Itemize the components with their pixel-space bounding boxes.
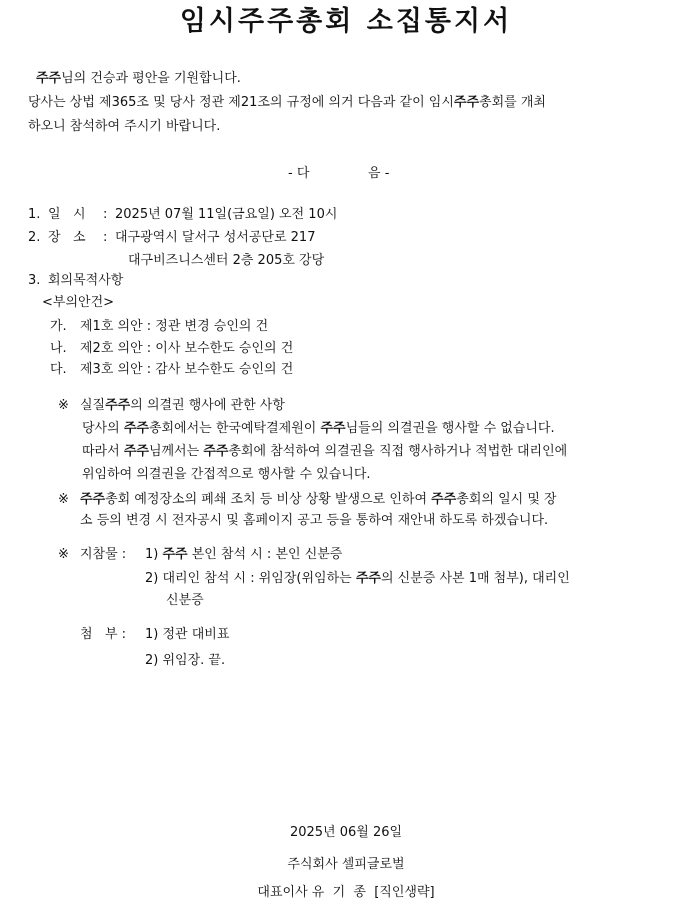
- item-date-sep: :: [103, 207, 108, 222]
- agenda-item-3: 제3호 의안 : 감사 보수한도 승인의 건: [80, 362, 294, 377]
- item-place-value: 대구광역시 달서구 성서공단로 217: [115, 230, 316, 245]
- item-date-number: 1.: [28, 207, 41, 222]
- item-agenda-number: 3.: [28, 273, 41, 288]
- company-name: 주식회사 셀피글로벌: [287, 857, 405, 872]
- note-3-mark: ※: [58, 547, 69, 562]
- agenda-item-2: 제2호 의안 : 이사 보수한도 승인의 건: [80, 341, 294, 356]
- document-title: 임시주주총회 소집통지서: [179, 6, 513, 37]
- note-1-line-3: 위임하여 의결권을 간접적으로 행사할 수 있습니다.: [82, 467, 371, 482]
- item-date-value: 2025년 07월 11일(금요일) 오전 10시: [115, 207, 338, 222]
- item-place-sep: :: [103, 230, 108, 245]
- agenda-item-3-marker: 다.: [50, 362, 67, 377]
- section-heading-da: - 다: [288, 166, 310, 181]
- attachment-2: 2) 위임장. 끝.: [145, 653, 226, 668]
- agenda-item-1: 제1호 의안 : 정관 변경 승인의 건: [80, 319, 269, 334]
- issue-date: 2025년 06월 26일: [289, 825, 403, 840]
- item-place-label: 장 소: [48, 230, 86, 245]
- ceo-signature-line: 대표이사 유 기 종 [직인생략]: [257, 885, 435, 900]
- items-to-bring-1: 1) 주주 본인 참석 시 : 본인 신분증: [145, 547, 343, 562]
- note-1-title: 실질주주의 의결권 행사에 관한 사항: [80, 398, 285, 413]
- attachment-1: 1) 정관 대비표: [145, 627, 230, 642]
- attachments-label: 첨 부 :: [80, 627, 127, 642]
- items-to-bring-2-line-2: 신분증: [166, 593, 204, 608]
- agenda-item-2-marker: 나.: [50, 341, 67, 356]
- note-2-line-1: 주주총회 예정장소의 폐쇄 조치 등 비상 상황 발생으로 인하여 주주총회의 일시 및 장: [80, 492, 557, 507]
- note-1-mark: ※: [58, 398, 69, 413]
- note-2-mark: ※: [58, 492, 69, 507]
- intro-line-1: 주주님의 건승과 평안을 기원합니다.: [36, 71, 241, 86]
- item-place-value-2: 대구비즈니스센터 2층 205호 강당: [128, 253, 325, 268]
- agenda-item-1-marker: 가.: [50, 319, 67, 334]
- note-1-line-1: 당사의 주주총회에서는 한국예탁결제원이 주주님들의 의결권을 행사할 수 없습니다.: [82, 421, 555, 436]
- intro-line-3: 하오니 참석하여 주시기 바랍니다.: [28, 119, 221, 134]
- note-2-line-2: 소 등의 변경 시 전자공시 및 홈페이지 공고 등을 통하여 재안내 하도록 하겠습니다.: [80, 513, 549, 528]
- agenda-sub-heading: <부의안건>: [42, 295, 115, 310]
- items-to-bring-2-line-1: 2) 대리인 참석 시 : 위임장(위임하는 주주의 신분증 사본 1매 첨부), 대리인: [145, 571, 570, 586]
- item-date-label: 일 시: [48, 207, 86, 222]
- intro-line-2: 당사는 상법 제365조 및 당사 정관 제21조의 규정에 의거 다음과 같이 임시주주총회를 개최: [28, 95, 546, 110]
- item-agenda-label: 회의목적사항: [48, 273, 124, 288]
- note-1-line-2: 따라서 주주님께서는 주주총회에 참석하여 의결권을 직접 행사하거나 적법한 대리인에: [82, 444, 568, 459]
- item-place-number: 2.: [28, 230, 41, 245]
- items-to-bring-label: 지참물 :: [80, 547, 127, 562]
- section-heading-eum: 음 -: [368, 166, 390, 181]
